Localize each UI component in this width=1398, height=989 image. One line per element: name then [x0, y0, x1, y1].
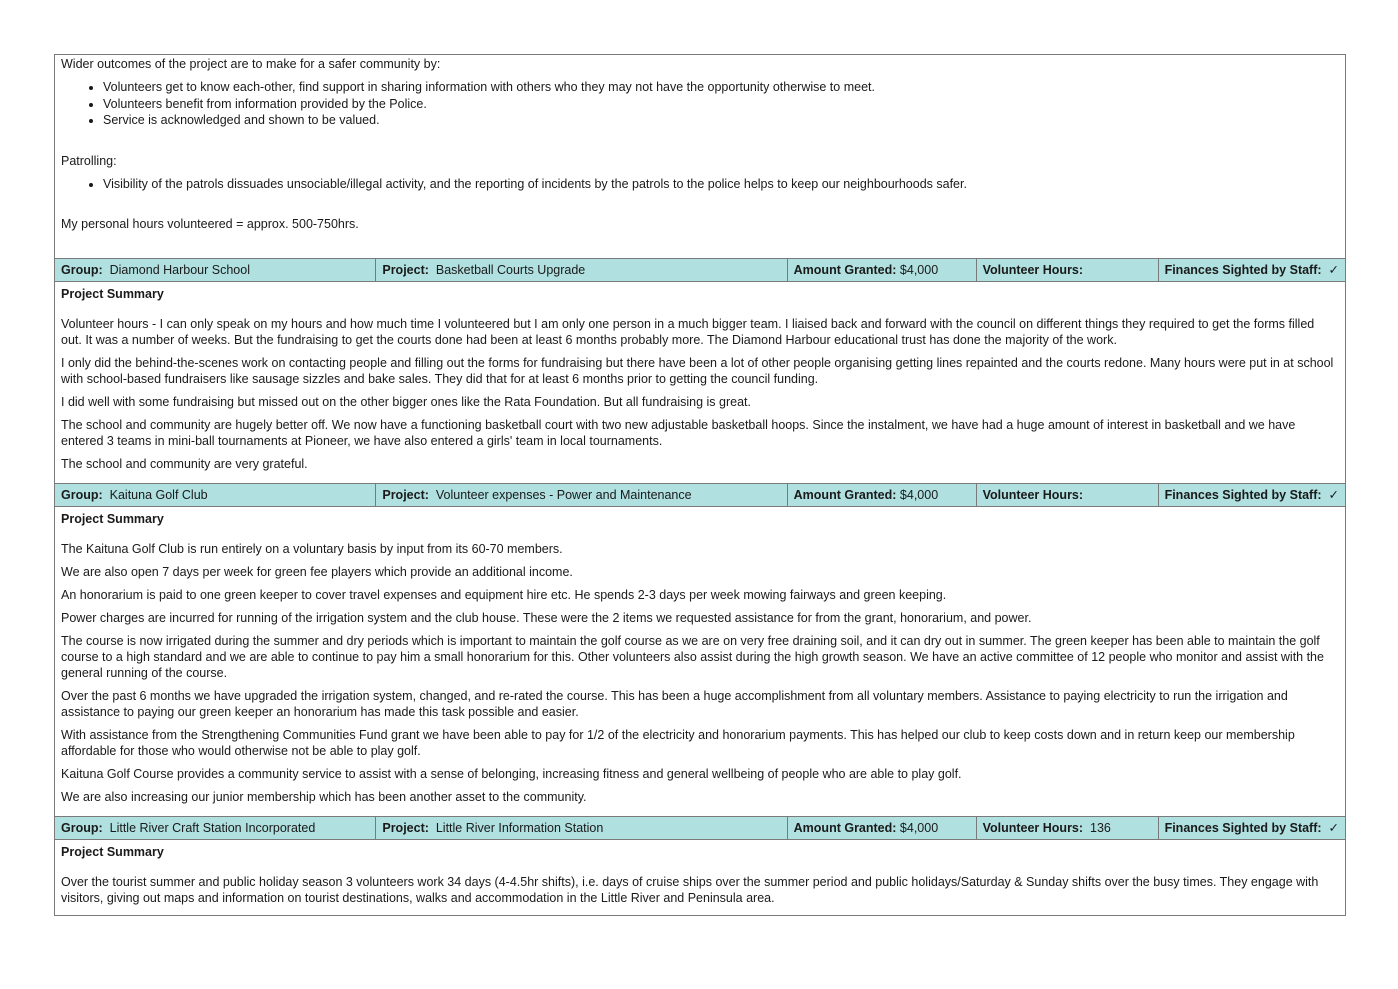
project-cell	[376, 817, 787, 839]
volunteer-hours-cell	[977, 259, 1159, 281]
summary-paragraph: Over the tourist summer and public holiday season 3 volunteers work 34 days (4-4.5hr shifts), i.e. days of cruise ships over the summer period and public holidays/Saturday & Sunday shifts over the busy times. They engage with visitors, giving out maps and information on tourist destinations, walks and accommodation in the Little River and Peninsula area.	[61, 875, 1319, 905]
entry-header	[55, 258, 1345, 282]
group-label: Group:	[61, 821, 103, 835]
amount-label: Amount Granted:	[793, 821, 897, 835]
project-cell	[376, 259, 787, 281]
entry-summary	[55, 282, 1345, 483]
volunteer-hours-cell	[977, 817, 1159, 839]
patrolling-bullet: • Visibility of the patrols dissuades unsociable/illegal activity, and the reporting of incidents by the patrols to the police helps to keep our neighbourhoods safer.	[103, 176, 1337, 193]
volunteer-hours-label: Volunteer Hours:	[982, 263, 1084, 277]
summary-paragraph: I only did the behind-the-scenes work on contacting people and filling out the forms for fundraising but there have been a lot of other people organising getting lines repainted and the courts redone. Many hours were put in at school with school-based fundraisers like sausage sizzles and bake sales. They did that for at least 6 months prior to getting the council funding.	[61, 356, 1334, 386]
patrolling-label: Patrolling:	[61, 153, 117, 168]
intro-bullet: • Volunteers benefit from information provided by the Police.	[103, 96, 1337, 113]
amount-value: $4,000	[899, 821, 939, 835]
intro-section	[55, 55, 1345, 258]
group-cell	[55, 817, 376, 839]
summary-paragraph: I did well with some fundraising but missed out on the other bigger ones like the Rata Foundation. But all fundraising is great.	[61, 395, 751, 409]
summary-paragraph: The course is now irrigated during the summer and dry periods which is important to maintain the golf course as we are on very free draining soil, and it can dry out in summer. The green keeper has been able to maintain the golf course to a high standard and we are able to continue to pay him a small honorarium for this. Other volunteers also assist during the high growth season. We have an active committee of 12 people who monitor and assist with the general running of the course.	[61, 634, 1324, 680]
summary-paragraph: The Kaituna Golf Club is run entirely on a voluntary basis by input from its 60-70 members.	[61, 542, 563, 556]
summary-paragraph: The school and community are very grateful.	[61, 457, 308, 471]
project-cell	[376, 484, 787, 506]
volunteer-hours-label: Volunteer Hours:	[982, 821, 1084, 835]
summary-title: Project Summary	[61, 287, 164, 301]
amount-cell	[788, 484, 977, 506]
finances-cell	[1159, 817, 1345, 839]
intro-bullet: • Service is acknowledged and shown to be valued.	[103, 112, 1337, 129]
volunteer-hours-value: 136	[1090, 821, 1111, 835]
entry-summary	[55, 507, 1345, 816]
finances-cell	[1159, 484, 1345, 506]
summary-paragraph: The school and community are hugely better off. We now have a functioning basketball court with two new adjustable basketball hoops. Since the instalment, we have had a huge amount of interest in basketball and we have entered 3 teams in mini-ball tournaments at Pioneer, we have also entered a girls' team in local tournaments.	[61, 418, 1296, 448]
project-label: Project:	[382, 263, 429, 277]
summary-title: Project Summary	[61, 512, 164, 526]
amount-value: $4,000	[899, 488, 939, 502]
summary-paragraph: An honorarium is paid to one green keeper to cover travel expenses and equipment hire etc. He spends 2-3 days per week mowing fairways and green keeping.	[61, 588, 947, 602]
amount-cell	[788, 259, 977, 281]
project-label: Project:	[382, 488, 429, 502]
group-label: Group:	[61, 263, 103, 277]
project-value: Volunteer expenses - Power and Maintenance	[435, 488, 692, 502]
amount-label: Amount Granted:	[793, 263, 897, 277]
summary-paragraph: We are also open 7 days per week for green fee players which provide an additional income.	[61, 565, 573, 579]
patrolling-bullet-list	[61, 176, 1337, 193]
project-label: Project:	[382, 821, 429, 835]
project-value: Basketball Courts Upgrade	[435, 263, 586, 277]
entry-summary	[55, 840, 1345, 915]
summary-paragraph: With assistance from the Strengthening Communities Fund grant we have been able to pay for 1/2 of the electricity and honorarium payments. This has helped our club to keep costs down and in return keep our membership affordable for those who would otherwise not be able to play golf.	[61, 728, 1295, 758]
intro-bullet-list	[61, 79, 1337, 129]
volunteer-hours-cell	[977, 484, 1159, 506]
group-value: Little River Craft Station Incorporated	[109, 821, 316, 835]
summary-paragraph: We are also increasing our junior membership which has been another asset to the community.	[61, 790, 587, 804]
report-document	[54, 54, 1346, 916]
group-value: Kaituna Golf Club	[109, 488, 208, 502]
summary-paragraph: Power charges are incurred for running of the irrigation system and the club house. These were the 2 items we requested assistance for from the grant, honorarium, and power.	[61, 611, 1032, 625]
volunteer-hours-label: Volunteer Hours:	[982, 488, 1084, 502]
personal-hours: My personal hours volunteered = approx. 500-750hrs.	[61, 217, 359, 231]
check-icon: ✓	[1328, 488, 1339, 502]
summary-paragraph: Volunteer hours - I can only speak on my hours and how much time I volunteered but I am only one person in a much bigger team. I liaised back and forward with the council on different things they required to get the forms filled out. It was a number of weeks. But the fundraising to get the courts done had been at least 6 months probably more. The Diamond Harbour educational trust has done the majority of the work.	[61, 317, 1315, 347]
group-cell	[55, 259, 376, 281]
check-icon: ✓	[1328, 263, 1339, 277]
finances-label: Finances Sighted by Staff:	[1164, 263, 1322, 277]
check-icon: ✓	[1328, 821, 1339, 835]
group-value: Diamond Harbour School	[109, 263, 250, 277]
intro-lead: Wider outcomes of the project are to make for a safer community by:	[61, 57, 441, 71]
amount-cell	[788, 817, 977, 839]
intro-bullet: • Volunteers get to know each-other, find support in sharing information with others who they may not have the opportunity otherwise to meet.	[103, 79, 1337, 96]
summary-paragraph: Kaituna Golf Course provides a community service to assist with a sense of belonging, increasing fitness and general wellbeing of people who are able to play golf.	[61, 767, 962, 781]
project-value: Little River Information Station	[435, 821, 604, 835]
finances-label: Finances Sighted by Staff:	[1164, 821, 1322, 835]
amount-label: Amount Granted:	[793, 488, 897, 502]
group-label: Group:	[61, 488, 103, 502]
finances-cell	[1159, 259, 1345, 281]
amount-value: $4,000	[899, 263, 939, 277]
entry-header	[55, 483, 1345, 507]
summary-title: Project Summary	[61, 845, 164, 859]
group-cell	[55, 484, 376, 506]
finances-label: Finances Sighted by Staff:	[1164, 488, 1322, 502]
entry-header	[55, 816, 1345, 840]
summary-paragraph: Over the past 6 months we have upgraded the irrigation system, changed, and re-rated the course. This has been a huge accomplishment from all voluntary members. Assistance to paying electricity to run the irrigation and assistance to paying our green keeper an honorarium has made this task possible and easier.	[61, 689, 1288, 719]
